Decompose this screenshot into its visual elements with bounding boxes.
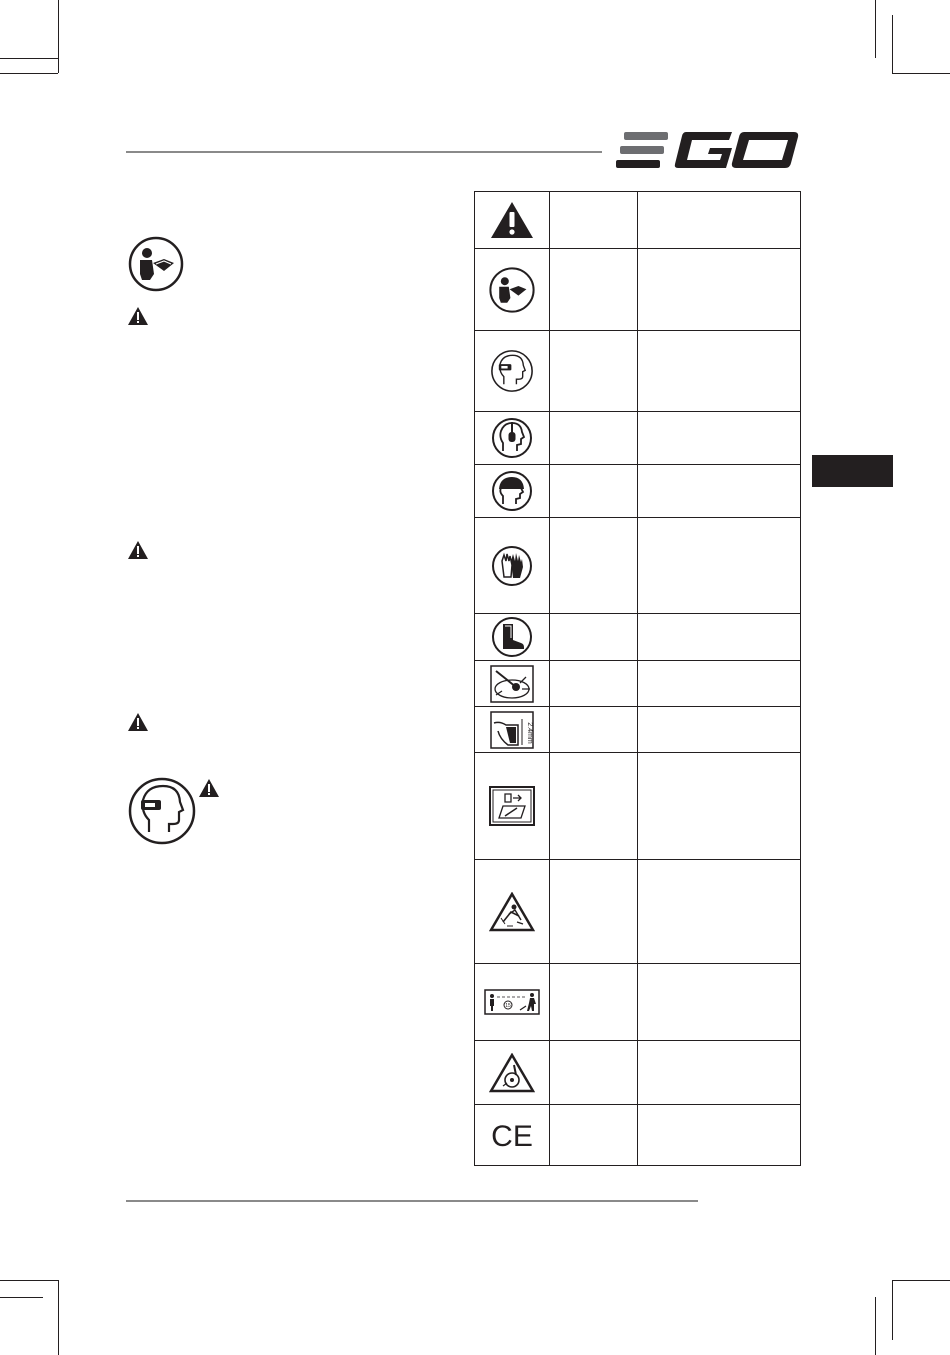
- symbol-cell: [475, 964, 550, 1041]
- symbol-desc-cell: [638, 707, 801, 753]
- symbol-name-cell: [549, 518, 637, 614]
- eye-protection-icon: [490, 349, 534, 393]
- symbol-name-cell: [549, 661, 637, 707]
- symbol-name-cell: [549, 192, 637, 249]
- table-row: [475, 465, 801, 518]
- crop-mark: [875, 0, 876, 58]
- crop-mark: [892, 1280, 950, 1281]
- warning-triangle-icon: [127, 540, 149, 565]
- ricochet-warning-icon: [489, 892, 535, 932]
- read-manual-icon: [126, 236, 186, 297]
- symbol-desc-cell: [638, 1041, 801, 1105]
- symbol-desc-cell: [638, 249, 801, 331]
- crop-mark: [58, 0, 59, 73]
- table-row: [475, 1041, 801, 1105]
- symbol-cell: [475, 518, 550, 614]
- symbol-desc-cell: [638, 518, 801, 614]
- symbol-desc-cell: [638, 192, 801, 249]
- crop-mark: [0, 58, 58, 59]
- gloves-icon: [491, 545, 533, 587]
- crop-mark: [892, 1280, 893, 1340]
- eye-protection-icon: [127, 776, 197, 851]
- symbol-cell: [475, 753, 550, 860]
- table-row: [475, 518, 801, 614]
- table-row: [475, 412, 801, 465]
- symbol-cell: [475, 249, 550, 331]
- table-row: [475, 661, 801, 707]
- symbol-name-cell: [549, 614, 637, 661]
- symbol-cell: [475, 661, 550, 707]
- symbol-cell: [475, 614, 550, 661]
- symbol-name-cell: [549, 331, 637, 412]
- symbol-cell: [475, 860, 550, 964]
- symbol-cell: [475, 412, 550, 465]
- table-row: [475, 249, 801, 331]
- table-row: [475, 614, 801, 661]
- no-blade-icon: [489, 1053, 535, 1093]
- thrown-objects-icon: [490, 665, 534, 703]
- boots-icon: [491, 616, 533, 658]
- table-row: [475, 1105, 801, 1166]
- warning-triangle-icon: [127, 712, 149, 737]
- symbol-cell: [475, 1041, 550, 1105]
- crop-mark: [892, 15, 893, 73]
- warning-triangle-icon: [127, 306, 149, 331]
- language-tab: [812, 455, 893, 487]
- symbol-name-cell: [549, 1041, 637, 1105]
- table-row: [475, 192, 801, 249]
- bystander-distance-label: 15: [505, 1003, 511, 1009]
- ear-protection-icon: [491, 417, 533, 459]
- symbol-name-cell: [549, 860, 637, 964]
- symbol-cell: [475, 465, 550, 518]
- crop-mark: [58, 1280, 59, 1355]
- symbol-name-cell: [549, 1105, 637, 1166]
- symbol-desc-cell: [638, 964, 801, 1041]
- symbol-desc-cell: [638, 1105, 801, 1166]
- symbol-desc-cell: [638, 412, 801, 465]
- symbol-name-cell: [549, 249, 637, 331]
- symbol-cell: [475, 1105, 550, 1166]
- symbol-name-cell: [549, 412, 637, 465]
- symbol-cell: [475, 192, 550, 249]
- symbol-name-cell: [549, 964, 637, 1041]
- symbol-name-cell: [549, 465, 637, 518]
- safety-alert-icon: [489, 200, 535, 240]
- ego-logo: [616, 128, 800, 172]
- remove-battery-icon: [489, 786, 535, 826]
- table-row: [475, 964, 801, 1041]
- crop-mark: [892, 73, 950, 74]
- symbol-desc-cell: [638, 860, 801, 964]
- symbol-name-cell: [549, 707, 637, 753]
- line-diameter-icon: [490, 711, 534, 749]
- crop-mark: [0, 1297, 43, 1298]
- symbol-name-cell: [549, 753, 637, 860]
- line-diameter-label: 2.4mm: [525, 721, 533, 744]
- bystander-distance-icon: [484, 988, 540, 1016]
- symbol-desc-cell: [638, 614, 801, 661]
- symbol-desc-cell: [638, 331, 801, 412]
- symbol-desc-cell: [638, 465, 801, 518]
- crop-mark: [0, 1280, 58, 1281]
- safety-symbols-table: [474, 191, 801, 1166]
- symbol-cell: [475, 331, 550, 412]
- head-protection-icon: [491, 470, 533, 512]
- ce-mark-icon: [489, 1118, 535, 1152]
- table-row: [475, 860, 801, 964]
- warning-triangle-icon: [198, 778, 220, 803]
- header-rule: [126, 151, 602, 153]
- crop-mark: [0, 73, 58, 74]
- table-row: [475, 707, 801, 753]
- symbol-cell: [475, 707, 550, 753]
- crop-mark: [875, 1297, 876, 1355]
- footer-rule: [126, 1200, 698, 1202]
- symbol-desc-cell: [638, 753, 801, 860]
- table-row: [475, 331, 801, 412]
- read-manual-icon: [488, 266, 536, 314]
- symbol-desc-cell: [638, 661, 801, 707]
- table-row: [475, 753, 801, 860]
- ce-mark-label: CE: [491, 1120, 533, 1152]
